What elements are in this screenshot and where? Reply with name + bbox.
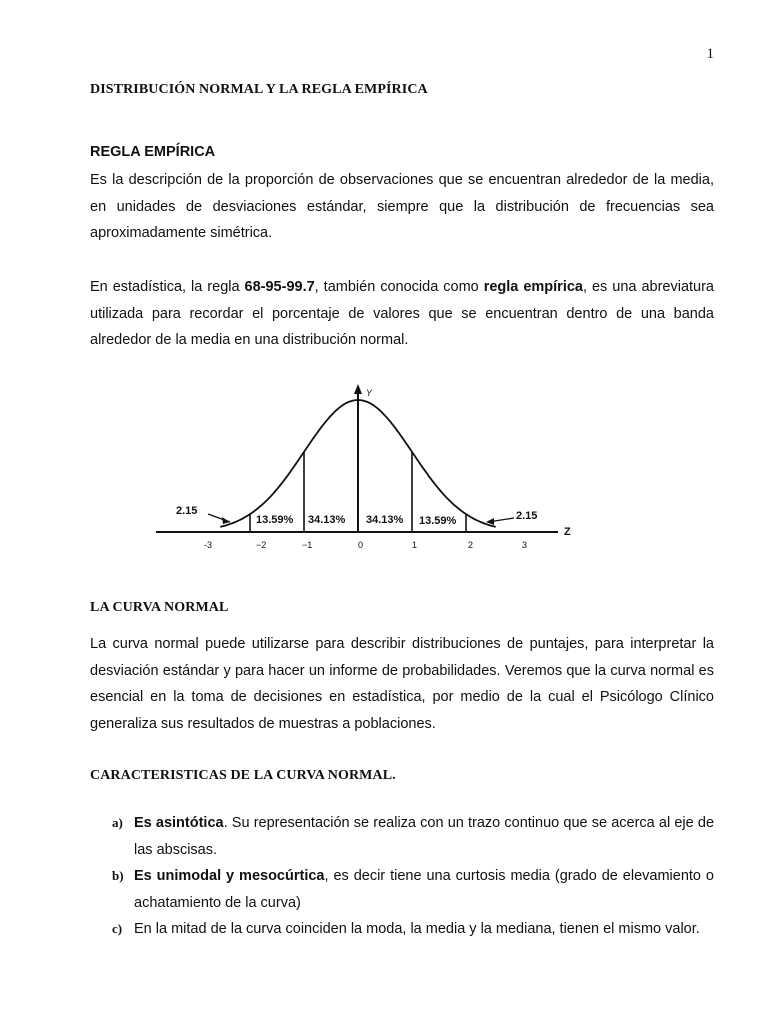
para2-text-e: , es una abreviatura utilizada para recordar el porcentaje de valores que se encuentran dentro de una banda alrededor de la media en una distribución normal. <box>90 279 714 348</box>
paragraph-regla-description: Es la descripción de la proporción de observaciones que se encuentran alrededor de la media, en unidades de desviaciones estándar, siempre que la distribución de frecuencias sea aproximadamente simétrica. <box>90 172 714 241</box>
para2-text-c: , también conocida como <box>314 279 484 295</box>
section-heading-caracteristicas: CARACTERISTICAS DE LA CURVA NORMAL. <box>90 768 396 783</box>
x-tick-label: 1 <box>412 540 418 550</box>
paragraph-regla-68-95-99 <box>90 274 714 354</box>
list-marker: c) <box>112 921 123 936</box>
list-marker: a) <box>112 815 123 830</box>
band-label-zero-plus1: 34.13% <box>366 514 404 526</box>
x-tick-label: −1 <box>302 540 313 550</box>
section-heading-curva-normal: LA CURVA NORMAL <box>90 600 229 615</box>
y-axis-label: Y <box>366 388 373 398</box>
x-tick-label: 0 <box>358 540 364 550</box>
band-label-minus2-minus1: 13.59% <box>256 514 294 526</box>
characteristics-list <box>90 810 714 943</box>
list-item-bold: Es unimodal y mesocúrtica <box>134 868 325 884</box>
x-tick-label: 3 <box>522 540 528 550</box>
x-tick-label: -3 <box>204 540 213 550</box>
list-marker: b) <box>112 868 124 883</box>
para2-text-a: En estadística, la regla <box>90 279 245 295</box>
x-tick-label: 2 <box>468 540 474 550</box>
section-heading-regla-empirica: REGLA EMPÍRICA <box>90 144 216 160</box>
list-item <box>90 810 714 863</box>
right-tail-label: 2.15 <box>516 510 538 522</box>
x-axis-label: Z <box>564 526 571 538</box>
list-item <box>90 863 714 916</box>
left-tail-arrowhead-icon <box>222 517 230 524</box>
paragraph-curva-normal: La curva normal puede utilizarse para describir distribuciones de puntajes, para interpretar la desviación estándar y para hacer un informe de probabilidades. Veremos que la curva normal es esencial en la toma de decisiones en estadística, por medio de la cual el Psicólogo Clínico generaliza sus resultados de muestras a poblaciones. <box>90 636 714 732</box>
normal-curve-figure <box>146 372 586 558</box>
list-item-text: En la mitad de la curva coinciden la moda, la media y la mediana, tienen el mismo valor. <box>134 921 700 937</box>
band-label-plus1-plus2: 13.59% <box>419 515 457 527</box>
normal-curve-svg <box>146 372 586 558</box>
document-title: DISTRIBUCIÓN NORMAL Y LA REGLA EMPÍRICA <box>90 82 428 97</box>
left-tail-label: 2.15 <box>176 505 198 517</box>
para2-bold-name: regla empírica <box>483 279 583 295</box>
list-item <box>90 916 714 943</box>
list-item-bold: Es asintótica <box>134 815 224 831</box>
para2-bold-rule: 68-95-99.7 <box>244 279 315 295</box>
list-item-text: . Su representación se realiza con un trazo continuo que se acerca al eje de las abscisas. <box>134 815 715 858</box>
y-axis-arrow-icon <box>354 384 362 394</box>
x-tick-label: −2 <box>256 540 267 550</box>
page-number: 1 <box>706 46 714 62</box>
list-item-text: , es decir tiene una curtosis media (grado de elevamiento o achatamiento de la curva) <box>134 868 714 911</box>
band-label-minus1-zero: 34.13% <box>308 514 346 526</box>
x-tick-labels <box>204 540 527 550</box>
